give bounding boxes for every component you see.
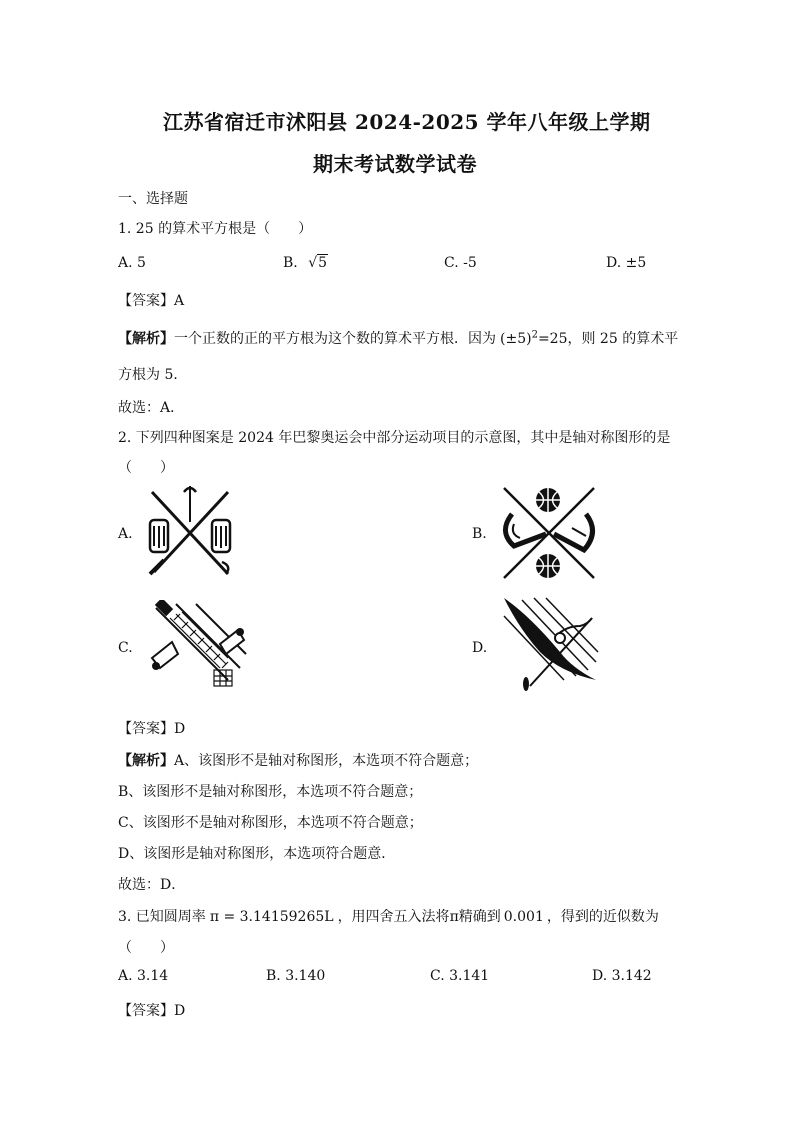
q3-precision: 0.001 bbox=[503, 909, 544, 925]
q1-analysis-expr: (±5) bbox=[500, 331, 532, 347]
q1-answer: 【答案】A bbox=[118, 293, 185, 309]
q3-option-c: C. 3.141 bbox=[430, 968, 490, 984]
q1-analysis-label: 【解析】 bbox=[118, 331, 174, 347]
q2-option-b-label: B. bbox=[472, 526, 487, 542]
q2-option-c-label: C. bbox=[118, 640, 133, 656]
q1-option-c: C. -5 bbox=[444, 255, 477, 271]
q3-stem-part3: 精确到 bbox=[458, 909, 501, 925]
q2-analysis-b: B、该图形不是轴对称图形，本选项不符合题意； bbox=[118, 784, 423, 800]
q1-stem: 1. 25 的算术平方根是（ ） bbox=[118, 221, 313, 237]
q1-analysis-text: 一个正数的正的平方根为这个数的算术平方根．因为 bbox=[174, 331, 496, 347]
sqrt-symbol: √5 bbox=[308, 255, 328, 271]
q1-option-d: D. ±5 bbox=[606, 255, 647, 271]
q2-stem-line1: 2. 下列四种图案是 2024 年巴黎奥运会中部分运动项目的示意图，其中是轴对称图形的是 bbox=[118, 430, 671, 446]
q3-stem-part1: 3. 已知圆周率 bbox=[118, 909, 206, 925]
q1-analysis-rest: =25，则 25 的算术平 bbox=[537, 331, 679, 347]
q2-analysis-d: D、该图形是轴对称图形，本选项符合题意． bbox=[118, 846, 396, 862]
q1-option-b-label: B. bbox=[283, 255, 298, 271]
section-heading: 一、选择题 bbox=[118, 191, 188, 207]
q1-option-b bbox=[283, 255, 328, 271]
q2-analysis-c: C、该图形不是轴对称图形，本选项不符合题意； bbox=[118, 815, 423, 831]
page-title-line1: 江苏省宿迁市沭阳县 2024-2025 学年八年级上学期 bbox=[163, 110, 651, 134]
basketball-figure bbox=[500, 484, 600, 582]
q2-conclusion: 故选：D． bbox=[118, 877, 186, 893]
q3-option-d: D. 3.142 bbox=[592, 968, 652, 984]
q1-analysis-exp: 2 bbox=[531, 329, 538, 341]
canoe-figure bbox=[500, 596, 600, 692]
q2-option-a-label: A. bbox=[118, 526, 133, 542]
q1-option-b-radicand: 5 bbox=[318, 255, 328, 271]
q2-analysis-a-text: A、该图形不是轴对称图形，本选项不符合题意； bbox=[174, 753, 479, 769]
q3-stem-part2: ，用四舍五入法将 bbox=[337, 909, 450, 925]
badminton-figure bbox=[148, 600, 248, 692]
q2-answer: 【答案】D bbox=[118, 721, 186, 737]
q3-stem-line1 bbox=[118, 906, 659, 926]
q1-option-a: A. 5 bbox=[118, 255, 146, 271]
q3-pi-symbol: π bbox=[449, 909, 459, 925]
q3-answer: 【答案】D bbox=[118, 1003, 186, 1019]
q3-stem-part4: ，得到的近似数为 bbox=[546, 909, 659, 925]
q3-pi-value: π = 3.14159265L bbox=[209, 909, 334, 925]
q3-option-b: B. 3.140 bbox=[266, 968, 326, 984]
q1-analysis-line2: 方根为 5． bbox=[118, 367, 188, 383]
q2-stem-line2: （ ） bbox=[118, 460, 174, 476]
q2-analysis-a bbox=[118, 750, 478, 770]
page-title-line2: 期末考试数学试卷 bbox=[313, 152, 477, 176]
q1-conclusion: 故选：A． bbox=[118, 400, 185, 416]
fencing-figure bbox=[140, 482, 240, 582]
q2-option-d-label: D. bbox=[472, 640, 488, 656]
q3-option-a: A. 3.14 bbox=[118, 968, 169, 984]
q1-analysis-line1 bbox=[118, 328, 678, 348]
q3-stem-line2: （ ） bbox=[118, 940, 174, 956]
q2-analysis-label: 【解析】 bbox=[118, 753, 174, 769]
